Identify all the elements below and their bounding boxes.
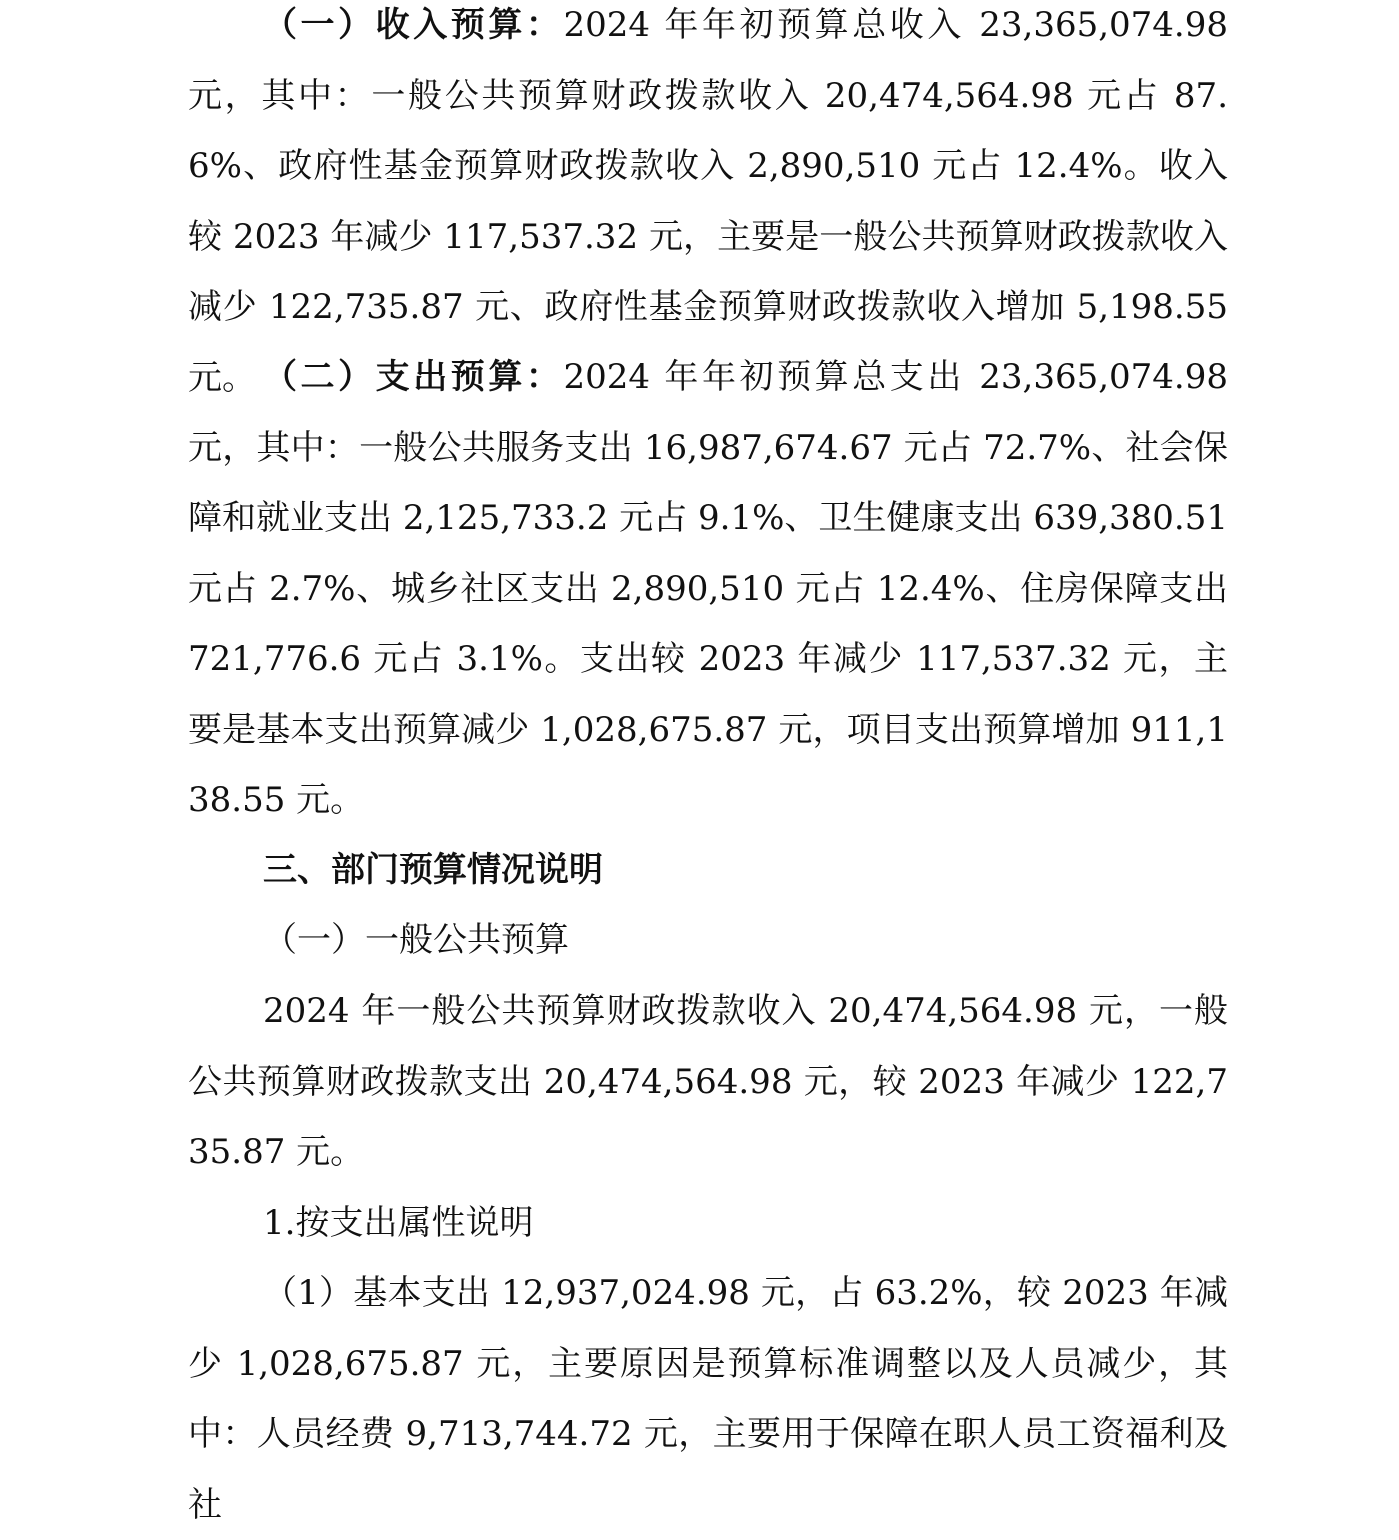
section-heading-dept-budget: 三、部门预算情况说明 — [263, 850, 603, 890]
general-budget-paragraph: 2024 年一般公共预算财政拨款收入 20,474,564.98 元，一般公共预算财政拨款支出 20,474,564.98 元，较 2023 年减少 122,735.87 元。 — [188, 991, 1228, 1172]
income-budget-lead: （一）收入预算： — [263, 5, 564, 45]
expenditure-budget-paragraph — [188, 342, 1228, 836]
expenditure-budget-lead: （二）支出预算： — [263, 357, 564, 397]
subsection-heading-general-budget: （一）一般公共预算 — [263, 920, 569, 960]
subsection-heading-by-attribute: 1.按支出属性说明 — [263, 1203, 534, 1243]
income-budget-text: 2024 年年初预算总收入 23,365,074.98 元，其中：一般公共预算财政拨款收入 20,474,564.98 元占 87.6%、政府性基金预算财政拨款收入 2,890,510 元占 12.4%。收入较 2023 年减少 117,537.32 元，主要是一般公共预算财政拨款收入减少 122,735.87 元、政府性基金预算财政拨款收入增加 5,198.55 元。 — [188, 5, 1228, 398]
basic-expenditure-paragraph: （1）基本支出 12,937,024.98 元，占 63.2%，较 2023 年减少 1,028,675.87 元，主要原因是预算标准调整以及人员减少，其中：人员经费 9,713,744.72 元，主要用于保障在职人员工资福利及社 — [188, 1273, 1228, 1525]
expenditure-budget-text: 2024 年年初预算总支出 23,365,074.98 元，其中：一般公共服务支出 16,987,674.67 元占 72.7%、社会保障和就业支出 2,125,733.2 元占 9.1%、卫生健康支出 639,380.51 元占 2.7%、城乡社区支出 2,890,510 元占 12.4%、住房保障支出 721,776.6 元占 3.1%。支出较 2023 年减少 117,537.32 元，主要是基本支出预算减少 1,028,675.87 元，项目支出预算增加 911,138.55 元。 — [188, 357, 1228, 820]
